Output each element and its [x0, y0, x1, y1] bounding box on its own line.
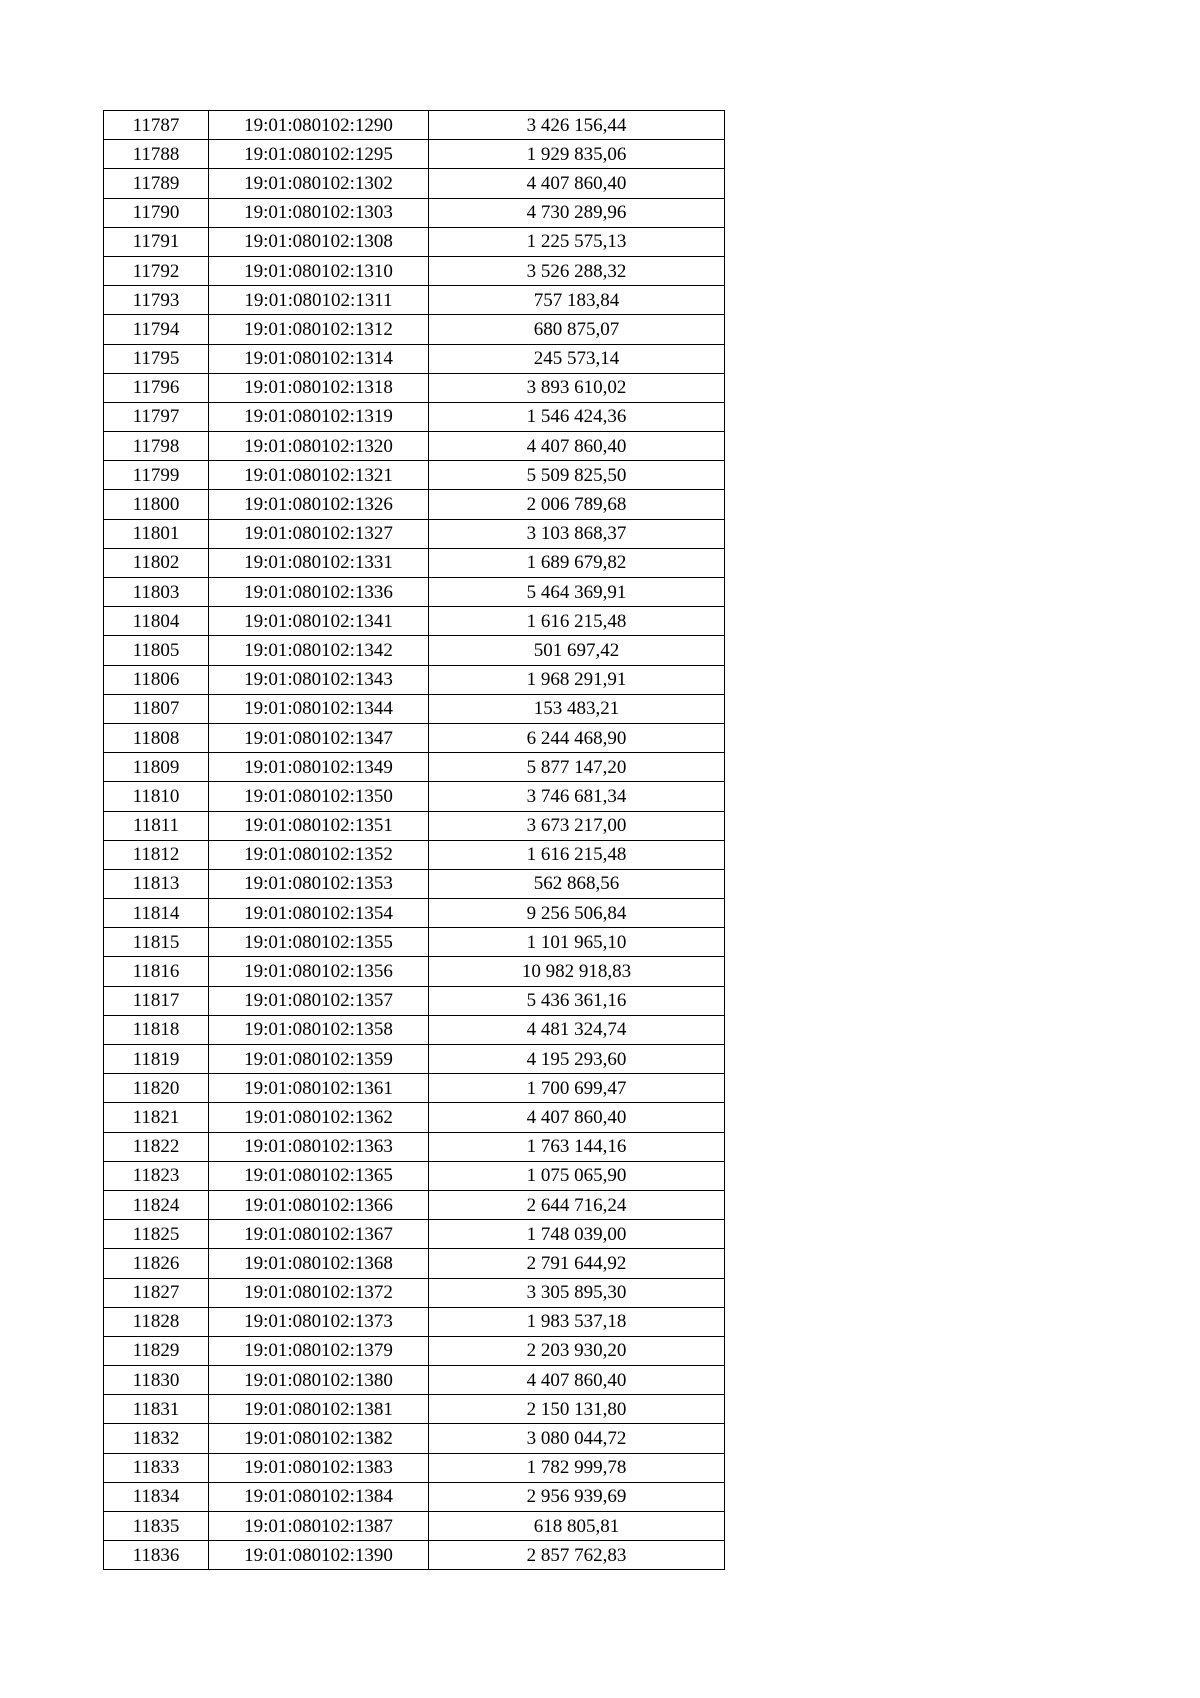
value-cell: 1 763 144,16 — [429, 1132, 725, 1161]
value-cell: 3 526 288,32 — [429, 256, 725, 285]
table-row — [104, 1482, 725, 1511]
value-cell: 4 730 289,96 — [429, 198, 725, 227]
row-number-cell: 11821 — [104, 1103, 209, 1132]
row-number-cell: 11811 — [104, 811, 209, 840]
value-cell: 501 697,42 — [429, 636, 725, 665]
row-number-cell: 11810 — [104, 782, 209, 811]
value-cell: 153 483,21 — [429, 694, 725, 723]
table-row — [104, 899, 725, 928]
cadastral-number-cell: 19:01:080102:1351 — [209, 811, 429, 840]
cadastral-number-cell: 19:01:080102:1342 — [209, 636, 429, 665]
value-cell: 5 464 369,91 — [429, 578, 725, 607]
row-number-cell: 11801 — [104, 519, 209, 548]
cadastral-number-cell: 19:01:080102:1366 — [209, 1190, 429, 1219]
row-number-cell: 11825 — [104, 1220, 209, 1249]
value-cell: 4 407 860,40 — [429, 432, 725, 461]
value-cell: 4 407 860,40 — [429, 169, 725, 198]
row-number-cell: 11800 — [104, 490, 209, 519]
value-cell: 2 203 930,20 — [429, 1336, 725, 1365]
value-cell: 1 616 215,48 — [429, 840, 725, 869]
cadastral-number-cell: 19:01:080102:1367 — [209, 1220, 429, 1249]
row-number-cell: 11794 — [104, 315, 209, 344]
table-row — [104, 1190, 725, 1219]
value-cell: 2 857 762,83 — [429, 1541, 725, 1570]
row-number-cell: 11819 — [104, 1045, 209, 1074]
cadastral-number-cell: 19:01:080102:1302 — [209, 169, 429, 198]
value-cell: 4 481 324,74 — [429, 1015, 725, 1044]
table-row — [104, 782, 725, 811]
cadastral-number-cell: 19:01:080102:1383 — [209, 1453, 429, 1482]
cadastral-number-cell: 19:01:080102:1361 — [209, 1074, 429, 1103]
row-number-cell: 11796 — [104, 373, 209, 402]
cadastral-number-cell: 19:01:080102:1321 — [209, 461, 429, 490]
value-cell: 1 748 039,00 — [429, 1220, 725, 1249]
cadastral-number-cell: 19:01:080102:1331 — [209, 548, 429, 577]
cadastral-number-cell: 19:01:080102:1319 — [209, 402, 429, 431]
row-number-cell: 11792 — [104, 256, 209, 285]
row-number-cell: 11791 — [104, 227, 209, 256]
row-number-cell: 11815 — [104, 928, 209, 957]
table-body — [104, 111, 725, 1570]
cadastral-number-cell: 19:01:080102:1311 — [209, 286, 429, 315]
row-number-cell: 11835 — [104, 1512, 209, 1541]
value-cell: 5 509 825,50 — [429, 461, 725, 490]
cadastral-number-cell: 19:01:080102:1355 — [209, 928, 429, 957]
table-row — [104, 986, 725, 1015]
row-number-cell: 11790 — [104, 198, 209, 227]
cadastral-number-cell: 19:01:080102:1353 — [209, 869, 429, 898]
value-cell: 245 573,14 — [429, 344, 725, 373]
row-number-cell: 11797 — [104, 402, 209, 431]
table-row — [104, 1278, 725, 1307]
row-number-cell: 11787 — [104, 111, 209, 140]
row-number-cell: 11824 — [104, 1190, 209, 1219]
table-row — [104, 869, 725, 898]
cadastral-number-cell: 19:01:080102:1314 — [209, 344, 429, 373]
table-row — [104, 1307, 725, 1336]
row-number-cell: 11836 — [104, 1541, 209, 1570]
row-number-cell: 11802 — [104, 548, 209, 577]
table-row — [104, 1220, 725, 1249]
row-number-cell: 11832 — [104, 1424, 209, 1453]
cadastral-number-cell: 19:01:080102:1373 — [209, 1307, 429, 1336]
cadastral-number-cell: 19:01:080102:1326 — [209, 490, 429, 519]
row-number-cell: 11823 — [104, 1161, 209, 1190]
table-row — [104, 1249, 725, 1278]
cadastral-number-cell: 19:01:080102:1350 — [209, 782, 429, 811]
cadastral-number-cell: 19:01:080102:1295 — [209, 140, 429, 169]
table-row — [104, 1132, 725, 1161]
table-row — [104, 1424, 725, 1453]
table-row — [104, 315, 725, 344]
value-cell: 5 436 361,16 — [429, 986, 725, 1015]
cadastral-number-cell: 19:01:080102:1387 — [209, 1512, 429, 1541]
value-cell: 6 244 468,90 — [429, 723, 725, 752]
value-cell: 4 195 293,60 — [429, 1045, 725, 1074]
row-number-cell: 11817 — [104, 986, 209, 1015]
cadastral-number-cell: 19:01:080102:1384 — [209, 1482, 429, 1511]
row-number-cell: 11816 — [104, 957, 209, 986]
value-cell: 3 305 895,30 — [429, 1278, 725, 1307]
table-row — [104, 811, 725, 840]
cadastral-number-cell: 19:01:080102:1357 — [209, 986, 429, 1015]
row-number-cell: 11798 — [104, 432, 209, 461]
table-row — [104, 140, 725, 169]
row-number-cell: 11830 — [104, 1366, 209, 1395]
cadastral-number-cell: 19:01:080102:1327 — [209, 519, 429, 548]
table-row — [104, 1161, 725, 1190]
value-cell: 9 256 506,84 — [429, 899, 725, 928]
value-cell: 2 150 131,80 — [429, 1395, 725, 1424]
row-number-cell: 11788 — [104, 140, 209, 169]
row-number-cell: 11834 — [104, 1482, 209, 1511]
value-cell: 757 183,84 — [429, 286, 725, 315]
table-row — [104, 1453, 725, 1482]
cadastral-number-cell: 19:01:080102:1343 — [209, 665, 429, 694]
table-row — [104, 1512, 725, 1541]
cadastral-number-cell: 19:01:080102:1336 — [209, 578, 429, 607]
cadastral-number-cell: 19:01:080102:1356 — [209, 957, 429, 986]
table-row — [104, 286, 725, 315]
row-number-cell: 11831 — [104, 1395, 209, 1424]
value-cell: 1 782 999,78 — [429, 1453, 725, 1482]
table-row — [104, 607, 725, 636]
row-number-cell: 11799 — [104, 461, 209, 490]
value-cell: 4 407 860,40 — [429, 1366, 725, 1395]
cadastral-number-cell: 19:01:080102:1363 — [209, 1132, 429, 1161]
row-number-cell: 11809 — [104, 753, 209, 782]
value-cell: 1 929 835,06 — [429, 140, 725, 169]
table-row — [104, 723, 725, 752]
table-row — [104, 402, 725, 431]
table-row — [104, 928, 725, 957]
value-cell: 2 006 789,68 — [429, 490, 725, 519]
value-cell: 1 546 424,36 — [429, 402, 725, 431]
row-number-cell: 11812 — [104, 840, 209, 869]
row-number-cell: 11826 — [104, 1249, 209, 1278]
table-row — [104, 344, 725, 373]
table-row — [104, 461, 725, 490]
table-row — [104, 665, 725, 694]
table-row — [104, 256, 725, 285]
table-row — [104, 490, 725, 519]
row-number-cell: 11789 — [104, 169, 209, 198]
cadastral-number-cell: 19:01:080102:1303 — [209, 198, 429, 227]
table-row — [104, 1074, 725, 1103]
row-number-cell: 11807 — [104, 694, 209, 723]
table-row — [104, 227, 725, 256]
row-number-cell: 11829 — [104, 1336, 209, 1365]
row-number-cell: 11820 — [104, 1074, 209, 1103]
value-cell: 2 791 644,92 — [429, 1249, 725, 1278]
cadastral-number-cell: 19:01:080102:1312 — [209, 315, 429, 344]
row-number-cell: 11804 — [104, 607, 209, 636]
table-row — [104, 432, 725, 461]
cadastral-value-table — [103, 110, 725, 1570]
cadastral-number-cell: 19:01:080102:1308 — [209, 227, 429, 256]
table-row — [104, 1395, 725, 1424]
cadastral-number-cell: 19:01:080102:1372 — [209, 1278, 429, 1307]
table-row — [104, 1541, 725, 1570]
value-cell: 4 407 860,40 — [429, 1103, 725, 1132]
cadastral-number-cell: 19:01:080102:1380 — [209, 1366, 429, 1395]
value-cell: 1 689 679,82 — [429, 548, 725, 577]
row-number-cell: 11795 — [104, 344, 209, 373]
value-cell: 1 616 215,48 — [429, 607, 725, 636]
row-number-cell: 11833 — [104, 1453, 209, 1482]
row-number-cell: 11814 — [104, 899, 209, 928]
table-row — [104, 840, 725, 869]
value-cell: 1 075 065,90 — [429, 1161, 725, 1190]
value-cell: 680 875,07 — [429, 315, 725, 344]
cadastral-number-cell: 19:01:080102:1349 — [209, 753, 429, 782]
cadastral-number-cell: 19:01:080102:1344 — [209, 694, 429, 723]
cadastral-number-cell: 19:01:080102:1358 — [209, 1015, 429, 1044]
cadastral-number-cell: 19:01:080102:1347 — [209, 723, 429, 752]
value-cell: 2 644 716,24 — [429, 1190, 725, 1219]
cadastral-number-cell: 19:01:080102:1382 — [209, 1424, 429, 1453]
row-number-cell: 11808 — [104, 723, 209, 752]
table-row — [104, 169, 725, 198]
table-row — [104, 957, 725, 986]
value-cell: 3 426 156,44 — [429, 111, 725, 140]
row-number-cell: 11828 — [104, 1307, 209, 1336]
table-row — [104, 111, 725, 140]
value-cell: 1 101 965,10 — [429, 928, 725, 957]
table-row — [104, 636, 725, 665]
value-cell: 618 805,81 — [429, 1512, 725, 1541]
table-row — [104, 753, 725, 782]
row-number-cell: 11822 — [104, 1132, 209, 1161]
cadastral-number-cell: 19:01:080102:1365 — [209, 1161, 429, 1190]
value-cell: 562 868,56 — [429, 869, 725, 898]
cadastral-number-cell: 19:01:080102:1381 — [209, 1395, 429, 1424]
cadastral-number-cell: 19:01:080102:1320 — [209, 432, 429, 461]
table-row — [104, 1336, 725, 1365]
value-cell: 1 968 291,91 — [429, 665, 725, 694]
cadastral-number-cell: 19:01:080102:1310 — [209, 256, 429, 285]
cadastral-number-cell: 19:01:080102:1359 — [209, 1045, 429, 1074]
cadastral-number-cell: 19:01:080102:1290 — [209, 111, 429, 140]
table-row — [104, 1045, 725, 1074]
table-row — [104, 373, 725, 402]
table-row — [104, 578, 725, 607]
row-number-cell: 11827 — [104, 1278, 209, 1307]
cadastral-number-cell: 19:01:080102:1368 — [209, 1249, 429, 1278]
row-number-cell: 11818 — [104, 1015, 209, 1044]
row-number-cell: 11813 — [104, 869, 209, 898]
value-cell: 1 225 575,13 — [429, 227, 725, 256]
table-row — [104, 694, 725, 723]
table-row — [104, 548, 725, 577]
value-cell: 10 982 918,83 — [429, 957, 725, 986]
cadastral-number-cell: 19:01:080102:1354 — [209, 899, 429, 928]
row-number-cell: 11805 — [104, 636, 209, 665]
row-number-cell: 11803 — [104, 578, 209, 607]
table-row — [104, 1015, 725, 1044]
value-cell: 1 983 537,18 — [429, 1307, 725, 1336]
value-cell: 3 893 610,02 — [429, 373, 725, 402]
value-cell: 1 700 699,47 — [429, 1074, 725, 1103]
value-cell: 3 673 217,00 — [429, 811, 725, 840]
cadastral-number-cell: 19:01:080102:1390 — [209, 1541, 429, 1570]
table-row — [104, 198, 725, 227]
table-row — [104, 519, 725, 548]
value-cell: 3 080 044,72 — [429, 1424, 725, 1453]
row-number-cell: 11806 — [104, 665, 209, 694]
cadastral-number-cell: 19:01:080102:1341 — [209, 607, 429, 636]
cadastral-number-cell: 19:01:080102:1352 — [209, 840, 429, 869]
table-row — [104, 1103, 725, 1132]
value-cell: 5 877 147,20 — [429, 753, 725, 782]
value-cell: 3 746 681,34 — [429, 782, 725, 811]
row-number-cell: 11793 — [104, 286, 209, 315]
cadastral-number-cell: 19:01:080102:1379 — [209, 1336, 429, 1365]
value-cell: 2 956 939,69 — [429, 1482, 725, 1511]
cadastral-number-cell: 19:01:080102:1362 — [209, 1103, 429, 1132]
cadastral-number-cell: 19:01:080102:1318 — [209, 373, 429, 402]
table-row — [104, 1366, 725, 1395]
value-cell: 3 103 868,37 — [429, 519, 725, 548]
